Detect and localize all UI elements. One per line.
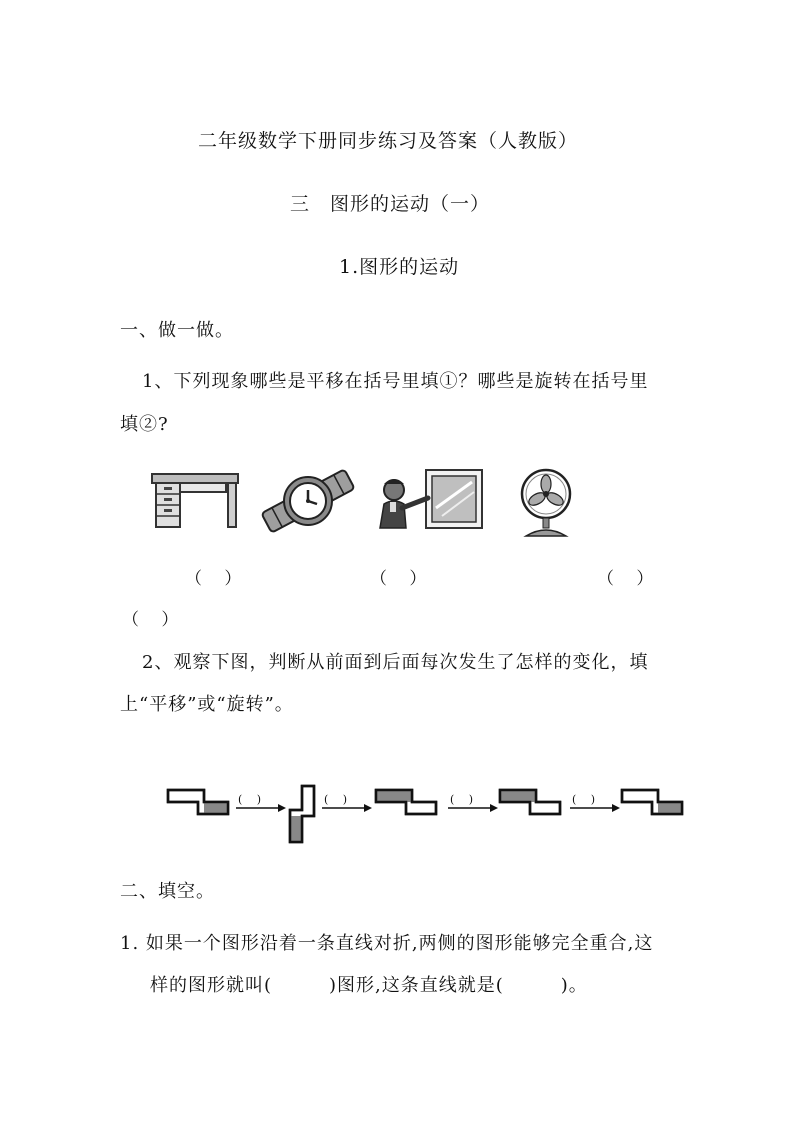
wristwatch-icon xyxy=(263,466,353,536)
sequence-blank-1[interactable]: ( ) xyxy=(238,793,262,806)
unit-title: 三 图形的运动（一） xyxy=(290,193,491,215)
zshape-3 xyxy=(376,790,436,814)
desk-icon xyxy=(150,472,240,530)
sequence-blank-4[interactable]: ( ) xyxy=(572,793,596,806)
sequence-blank-3[interactable]: ( ) xyxy=(450,793,474,806)
question-2-text-line2: 上“平移”或“旋转”。 xyxy=(120,694,294,715)
lesson-title: 1.图形的运动 xyxy=(339,256,460,278)
document-title: 二年级数学下册同步练习及答案（人教版） xyxy=(198,130,579,152)
section-heading-2: 二、填空。 xyxy=(120,881,215,902)
answer-blank-1[interactable]: （ ） xyxy=(185,569,242,589)
answer-blank-3[interactable]: （ ） xyxy=(597,569,654,589)
sequence-blank-2[interactable]: ( ) xyxy=(324,793,348,806)
electric-fan-icon xyxy=(514,468,578,538)
question-2-text-line1: 2、观察下图，判断从前面到后面每次发生了怎样的变化，填 xyxy=(142,652,649,673)
zshape-2 xyxy=(290,786,314,842)
zshape-4 xyxy=(500,790,560,814)
answer-blank-4[interactable]: （ ） xyxy=(122,610,179,630)
question-1-text-line2: 填②? xyxy=(120,414,169,435)
zshape-5 xyxy=(622,790,682,814)
zshape-1 xyxy=(168,790,228,814)
section-heading-1: 一、做一做。 xyxy=(120,320,234,341)
answer-blank-2[interactable]: （ ） xyxy=(370,569,427,589)
fill-question-1-line2: 样的图形就叫( )图形,这条直线就是( )。 xyxy=(150,975,588,996)
question-1-text-line1: 1、下列现象哪些是平移在括号里填①？哪些是旋转在括号里 xyxy=(142,371,649,392)
fill-question-1-line1: 1. 如果一个图形沿着一条直线对折,两侧的图形能够完全重合,这 xyxy=(120,933,654,954)
person-pushing-window-icon xyxy=(376,468,484,532)
